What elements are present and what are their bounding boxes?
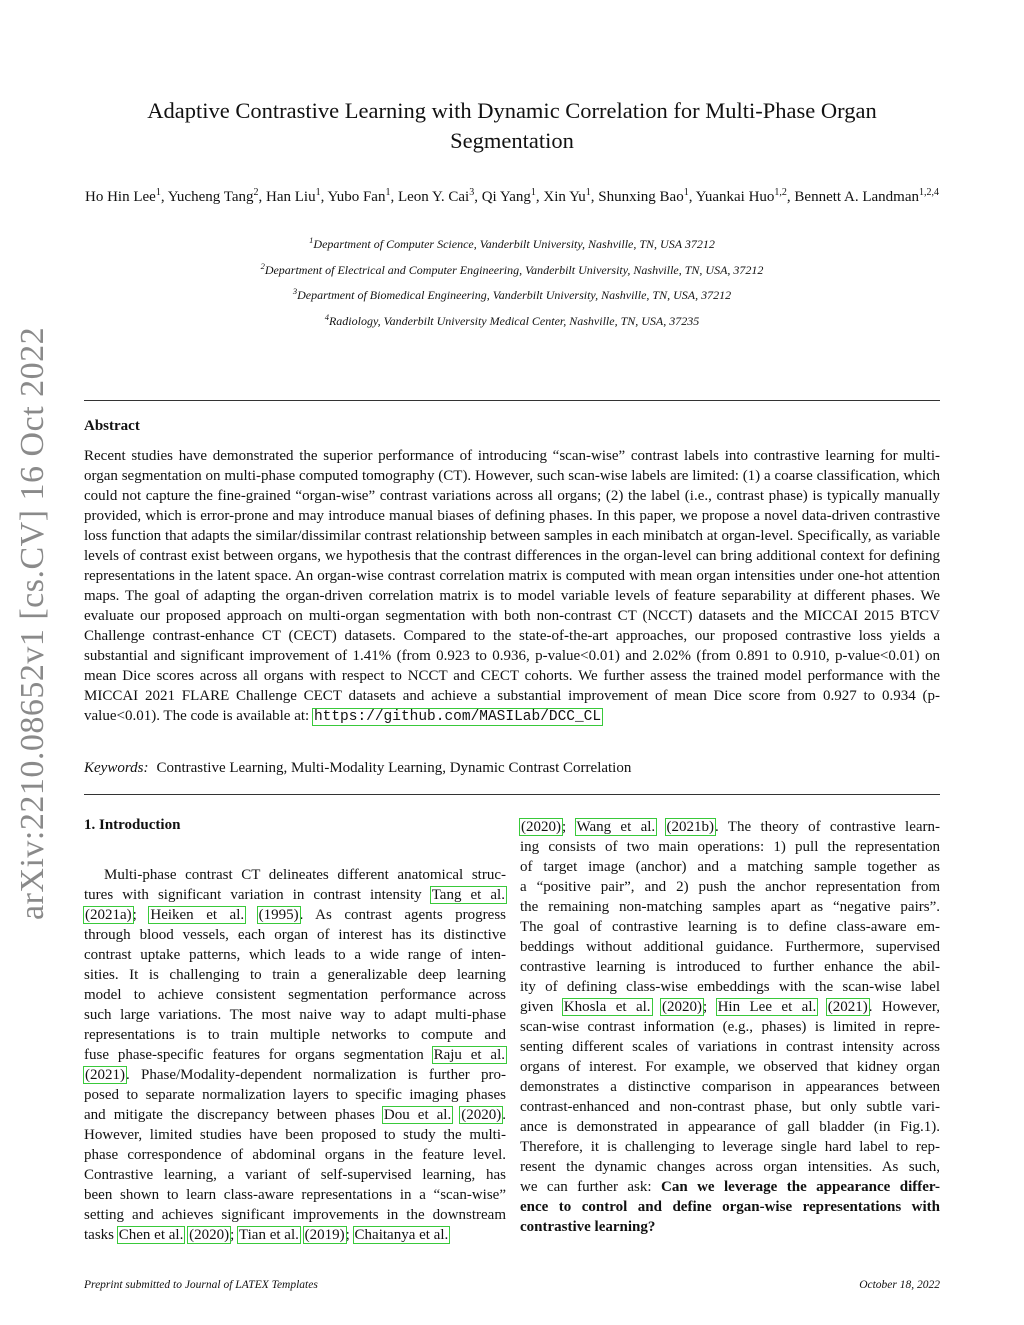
intro-right-line: a “positive pair”, and 2) push the anchor representation from [520,879,940,895]
intro-right-line: ity of defining class-wise embeddings with the scan-wise label [520,979,940,995]
footer-journal-note: Preprint submitted to Journal of LATEX Templates [84,1279,318,1291]
intro-left-line: (2021a); Heiken et al. (1995). As contrast agents progress [85,907,507,923]
affiliation-marker: 4 [324,311,329,322]
intro-right-line: senting different scales of variations in contrast intensity across [520,1039,940,1055]
affiliation-line [84,309,940,335]
intro-left-line: sities. It is challenging to train a generalizable deep learning [84,967,506,983]
intro-left-column [84,865,506,1245]
author-affiliation-marker: 2 [253,187,259,198]
citation-link[interactable]: Tian et al. [239,1227,299,1243]
author-affiliation-marker: 1 [155,187,161,198]
author-name: Shunxing Bao [598,189,684,205]
intro-left-line: such large variations. The most naive way to adapt multi-phase [84,1007,506,1023]
affiliation-marker: 2 [260,260,265,271]
intro-right-line: given Khosla et al. (2020); Hin Lee et al. (2021). However, [520,999,941,1015]
keywords-text: Contrastive Learning, Multi-Modality Learning, Dynamic Contrast Correlation [156,760,632,776]
citation-link[interactable]: (2021b) [666,819,714,835]
intro-right-line [520,1217,940,1237]
author-affiliation-marker: 1,2 [774,187,787,198]
intro-right-line: organs of interest. For example, we observed that kidney organ [520,1059,940,1075]
title-line-2: Segmentation [450,128,574,153]
affiliation-text: Department of Electrical and Computer Engineering, Vanderbilt University, Nashville, TN, USA, 37212 [264,262,764,277]
intro-right-line: beddings without additional guidance. Furthermore, supervised [520,939,940,955]
affiliation-text: Department of Computer Science, Vanderbilt University, Nashville, TN, USA 37212 [313,237,715,251]
citation-link[interactable]: Heiken et al. [150,907,245,923]
intro-left-line: been shown to learn class-aware representations in a “scan-wise” [84,1187,506,1203]
intro-right-line: contrast-enhanced and non-contrast phase, but only subtle vari- [520,1099,940,1115]
intro-left-line: phase correspondence of abdominal organs in the feature level. [84,1147,506,1163]
keywords-label: Keywords: [84,760,149,776]
intro-right-line: The goal of contrastive learning is to define class-aware em- [520,919,940,935]
intro-right-line: demonstrates a distinctive comparison in appearances between [520,1079,940,1095]
intro-right-line: Therefore, it is challenging to leverage single hard label to rep- [520,1139,940,1155]
citation-link[interactable]: (2020) [461,1107,502,1123]
author-name: Bennett A. Landman [794,189,919,205]
intro-left-line: through blood vessels, each organ of interest has its distinctive [84,927,506,943]
citation-link[interactable]: (1995) [258,907,299,923]
abstract-body [84,446,940,727]
intro-right-line: the remaining non-matching samples apart as “negative pairs”. [520,899,940,915]
intro-left-line: model to achieve consistent segmentation performance across [84,987,506,1003]
intro-left-line: contrast uptake patterns, which leads to a wide range of inten- [84,947,506,963]
intro-left-line: Contrastive learning, a variant of self-supervised learning, has [84,1167,506,1183]
author-name: Yubo Fan [327,189,386,205]
citation-link[interactable]: (2020) [521,819,561,835]
citation-link[interactable]: (2021) [827,999,868,1015]
footer-date: October 18, 2022 [859,1279,940,1291]
intro-left-line: However, limited studies have been proposed to study the multi- [84,1127,506,1143]
citation-link[interactable]: (2020) [189,1227,230,1243]
intro-right-line: contrastive learning is introduced to further enhance the abil- [520,959,940,975]
citation-link[interactable]: (2021a) [85,907,132,923]
author-list: Ho Hin Lee$^1$, Yucheng Tang$^2$, Han Liu$^1$, Yubo Fan$^1$, Leon Y. Cai$^3$, Qi Yang$^1$, Xin Yu$^1$, Shunxing Bao$^1$, Yuankai Huo$^{1,2}$, Bennett A. Landman$^{1,2,4}$ [85,187,939,205]
intro-left-line: tures with significant variation in contrast intensity Tang et al. [84,887,505,903]
affiliation-line [84,258,940,284]
citation-link[interactable]: Wang et al. [576,819,656,835]
intro-right-line: (2020); Wang et al. (2021b). The theory of contrastive learn- [521,819,941,835]
citation-link[interactable]: Chen et al. [118,1227,184,1243]
citation-link[interactable]: Hin Lee et al. [717,999,817,1015]
section-heading-introduction: 1. Introduction [84,817,181,833]
citation-link[interactable]: Raju et al. [433,1047,505,1063]
affiliation-marker: 1 [309,235,314,245]
intro-left-line: tasks Chen et al. (2020); Tian et al. (2019); Chaitanya et al. [84,1227,449,1243]
intro-left-line: Multi-phase contrast CT delineates different anatomical struc- [104,867,506,883]
author-affiliation-marker: 1 [683,187,689,198]
author-name: Qi Yang [481,189,531,205]
intro-left-line: (2021). Phase/Modality-dependent normalization is further pro- [85,1067,506,1083]
intro-right-line: scan-wise contrast information (e.g., phases) is limited in repre- [520,1019,940,1035]
author-name: Yucheng Tang [167,189,254,205]
author-name: Leon Y. Cai [397,189,470,205]
abstract-text: Recent studies have demonstrated the superior performance of introducing “scan-wise” contrast labels into contrastive learning for multi-organ segmentation on multi-phase computed tomography (CT). However, such scan-wise labels are limited: (1) a coarse classification, which could not capture the fine-grained “organ-wise” contrast variations across all organs; (2) the label (i.e., contrast phase) is typically manually provided, which is error-prone and may introduce manual biases of defining phases. In this paper, we propose a novel data-driven contrastive loss function that adapts the similar/dissimilar contrast relationship between samples in each minibatch at organ-level. Specifically, as variable levels of contrast exist between organs, we hypothesis that the contrast differences in the organ-level can bring additional context for defining representations in the latent space. An organ-wise contrast correlation matrix is computed with mean organ intensities under one-hot attention maps. The goal of adapting the organ-driven correlation matrix is to model variable levels of feature separability at different phases. We evaluate our proposed approach on multi-organ segmentation with both non-contrast CT (NCCT) datasets and the MICCAI 2015 BTCV Challenge contrast-enhance CT (CECT) datasets. Compared to the state-of-the-art approaches, our proposed contrastive loss yields a substantial and significant improvement of 1.41% (from 0.923 to 0.936, p-value<0.01) and 2.02% (from 0.891 to 0.910, p-value<0.01) on mean Dice scores across all organs with respect to NCCT and CECT cohorts. We further assess the trained model performance with the MICCAI 2021 FLARE Challenge CECT datasets and achieve a substantial improvement of mean Dice score from 0.927 to 0.934 (p-value<0.01). The code is available at: [84,448,940,724]
affiliation-line [84,232,940,258]
intro-right-line: we can further ask: Can we leverage the appearance differ- [520,1179,941,1195]
abstract-heading: Abstract [84,418,140,434]
citation-link[interactable]: (2020) [661,999,702,1015]
affiliation-text: Radiology, Vanderbilt University Medical Center, Nashville, TN, USA, 37235 [328,313,700,328]
title-line-1: Adaptive Contrastive Learning with Dynamic Correlation for Multi-Phase Organ [147,98,877,123]
author-affiliation-marker: 1 [530,187,536,198]
top-divider [84,400,940,401]
intro-right-line: resent the dynamic changes across organ intensities. As such, [520,1159,940,1175]
code-link[interactable]: https://github.com/MASILab/DCC_CL [313,709,602,725]
author-affiliation-marker: 1 [585,187,591,198]
emphasized-question: ence to control and define organ-wise representations with [520,1199,940,1215]
citation-link[interactable]: Khosla et al. [563,999,651,1015]
intro-right-line [520,1197,940,1217]
author-name: Ho Hin Lee [85,189,156,205]
citation-link[interactable]: Chaitanya et al. [354,1227,449,1243]
citation-link[interactable]: (2019) [304,1227,345,1243]
intro-left-line: posed to separate normalization layers to specific imaging phases [84,1087,506,1103]
emphasized-question: Can we leverage the appearance differ- [661,1179,941,1195]
author-name: Xin Yu [543,189,586,205]
intro-left-line: setting and achieves significant improvements in the downstream [84,1207,506,1223]
citation-link[interactable]: (2021) [85,1067,125,1083]
paper-title [84,96,940,156]
author-name: Yuankai Huo [695,189,775,205]
citation-link[interactable]: Dou et al. [383,1107,452,1123]
intro-right-line: ing consists of two main operations: 1) pull the representation [520,839,940,855]
intro-left-line: and mitigate the discrepancy between phases Dou et al. (2020). [84,1107,506,1123]
affiliation-list [84,232,940,334]
intro-right-column [520,817,940,1237]
intro-right-line: of target image (anchor) and a matching sample together as [520,859,940,875]
author-affiliation-marker: 1 [315,187,321,198]
intro-right-line: ance is demonstrated in appearance of gall bladder (in Fig.1). [520,1119,940,1135]
affiliation-marker: 3 [292,286,298,296]
bottom-divider [84,794,940,795]
author-affiliation-marker: 1,2,4 [918,187,939,198]
affiliation-text: Department of Biomedical Engineering, Vanderbilt University, Nashville, TN, USA, 37212 [297,288,732,302]
author-affiliation-marker: 1 [385,187,391,198]
citation-link[interactable]: Tang et al. [431,887,505,903]
intro-left-line: representations is to train multiple networks to compute and [84,1027,506,1043]
emphasized-question: contrastive learning? [520,1219,656,1235]
affiliation-line [84,283,940,309]
arxiv-identifier-stamp[interactable]: arXiv:2210.08652v1 [cs.CV] 16 Oct 2022 [14,326,51,920]
author-name: Han Liu [266,189,316,205]
intro-left-line: fuse phase-specific features for organs segmentation Raju et al. [84,1047,505,1063]
keywords-line [84,760,631,777]
author-affiliation-marker: 3 [469,187,475,198]
